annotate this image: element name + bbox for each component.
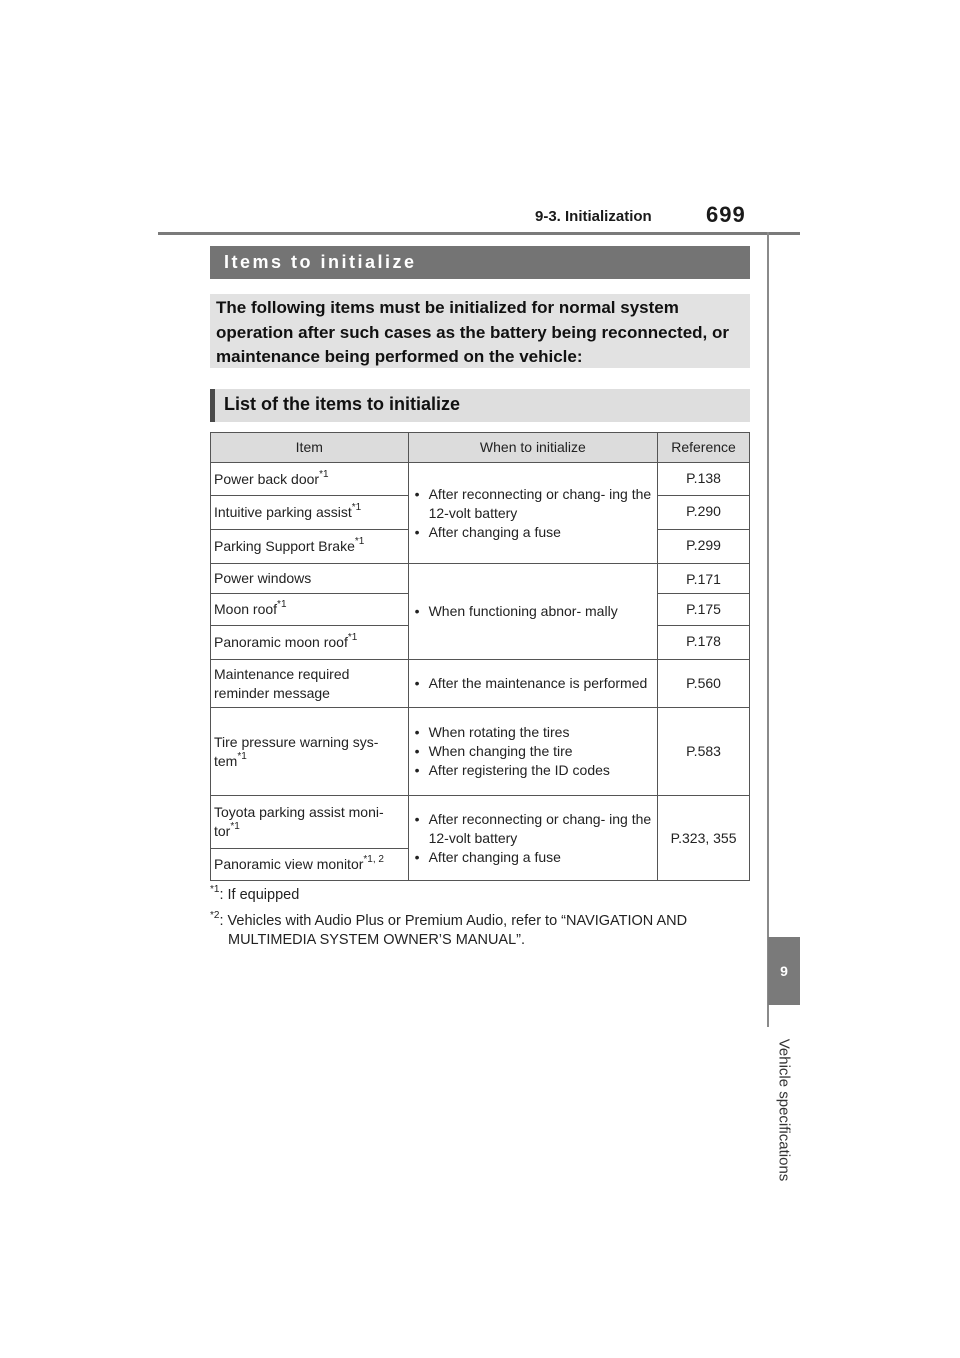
page-heading: Items to initialize — [210, 246, 750, 279]
item-name: Panoramic moon roof — [214, 634, 348, 650]
reference-cell: P.171 — [658, 564, 750, 594]
item-name: Moon roof — [214, 601, 278, 617]
item-cell — [211, 594, 409, 626]
when-bullet: • After reconnecting or chang- ing the 12-volt battery — [415, 810, 653, 848]
item-name: Toyota parking assist moni- tor — [214, 804, 384, 839]
item-name: Maintenance required reminder message — [214, 665, 350, 701]
section-title: 9-3. Initialization — [535, 208, 652, 225]
footnote-mark: *1, 2 — [363, 854, 384, 866]
side-divider — [767, 232, 769, 1027]
item-cell — [211, 660, 409, 708]
chapter-tab: 9 — [768, 937, 800, 1005]
reference-cell: P.138 — [658, 463, 750, 496]
reference-cell: P.323, 355 — [658, 796, 750, 881]
when-bullet: • After changing a fuse — [415, 848, 653, 867]
footnote-1 — [210, 886, 299, 905]
when-cell — [408, 660, 657, 708]
page-number: 699 — [706, 202, 746, 227]
reference-cell: P.299 — [658, 530, 750, 564]
footnote-text: : Vehicles with Audio Plus or Premium Audio, refer to “NAVIGATION AND — [219, 913, 688, 929]
when-bullet: • When changing the tire — [415, 742, 653, 761]
chapter-title: Vehicle specifications — [775, 1038, 793, 1182]
reference-cell: P.290 — [658, 496, 750, 530]
footnote-mark: *2 — [210, 910, 220, 922]
item-cell — [211, 849, 409, 881]
reference-cell: P.560 — [658, 660, 750, 708]
header-reference: Reference — [658, 433, 750, 463]
reference-cell: P.583 — [658, 708, 750, 796]
when-cell — [408, 463, 657, 564]
table-row — [211, 796, 750, 849]
when-bullet: • When functioning abnor- mally — [415, 602, 653, 621]
item-name: Power back door — [214, 470, 320, 487]
table-header-row — [211, 433, 750, 463]
reference-cell: P.175 — [658, 594, 750, 626]
footnote-text: : If equipped — [219, 887, 300, 903]
footnote-mark: *1 — [277, 599, 287, 611]
when-cell — [408, 796, 657, 881]
footnote-mark: *1 — [354, 536, 365, 548]
item-name: Tire pressure warning sys- tem — [214, 733, 379, 769]
item-cell — [211, 463, 409, 496]
when-bullet: • After the maintenance is performed — [415, 674, 653, 693]
item-name: Power windows — [214, 570, 312, 586]
footnote-continuation: MULTIMEDIA SYSTEM OWNER’S MANUAL”. — [228, 932, 526, 948]
item-cell — [211, 564, 409, 594]
intro-box: The following items must be initialized for normal system operation after such cases as the battery being reconnected, or maintenance being performed on the vehicle: — [210, 294, 750, 368]
when-cell — [408, 708, 657, 796]
item-cell — [211, 496, 409, 530]
footnote-mark: *1 — [319, 468, 329, 480]
header-item: Item — [211, 433, 409, 463]
footnote-2 — [210, 912, 760, 950]
when-bullet: • After changing a fuse — [415, 523, 653, 542]
footnote-mark: *1 — [210, 884, 220, 896]
table-row — [211, 463, 750, 496]
subheading: List of the items to initialize — [210, 389, 750, 422]
item-name: Panoramic view monitor — [214, 856, 364, 872]
when-bullet: • When rotating the tires — [415, 723, 653, 742]
item-name: Parking Support Brake — [214, 538, 355, 554]
when-bullet: • After reconnecting or chang- ing the 12-volt battery — [415, 485, 653, 523]
item-name: Intuitive parking assist — [214, 504, 352, 520]
header-divider — [158, 232, 800, 235]
footnote-mark: *1 — [351, 502, 362, 514]
table-row — [211, 564, 750, 594]
item-cell — [211, 626, 409, 660]
when-bullet: • After registering the ID codes — [415, 761, 653, 780]
header-when: When to initialize — [408, 433, 657, 463]
footnote-mark: *1 — [347, 632, 358, 644]
footnote-mark: *1 — [237, 750, 247, 762]
footnote-mark: *1 — [230, 821, 240, 833]
item-cell — [211, 796, 409, 849]
item-cell — [211, 530, 409, 564]
initialize-table — [210, 432, 750, 881]
table-row — [211, 660, 750, 708]
when-cell — [408, 564, 657, 660]
reference-cell: P.178 — [658, 626, 750, 660]
table-row — [211, 708, 750, 796]
item-cell — [211, 708, 409, 796]
